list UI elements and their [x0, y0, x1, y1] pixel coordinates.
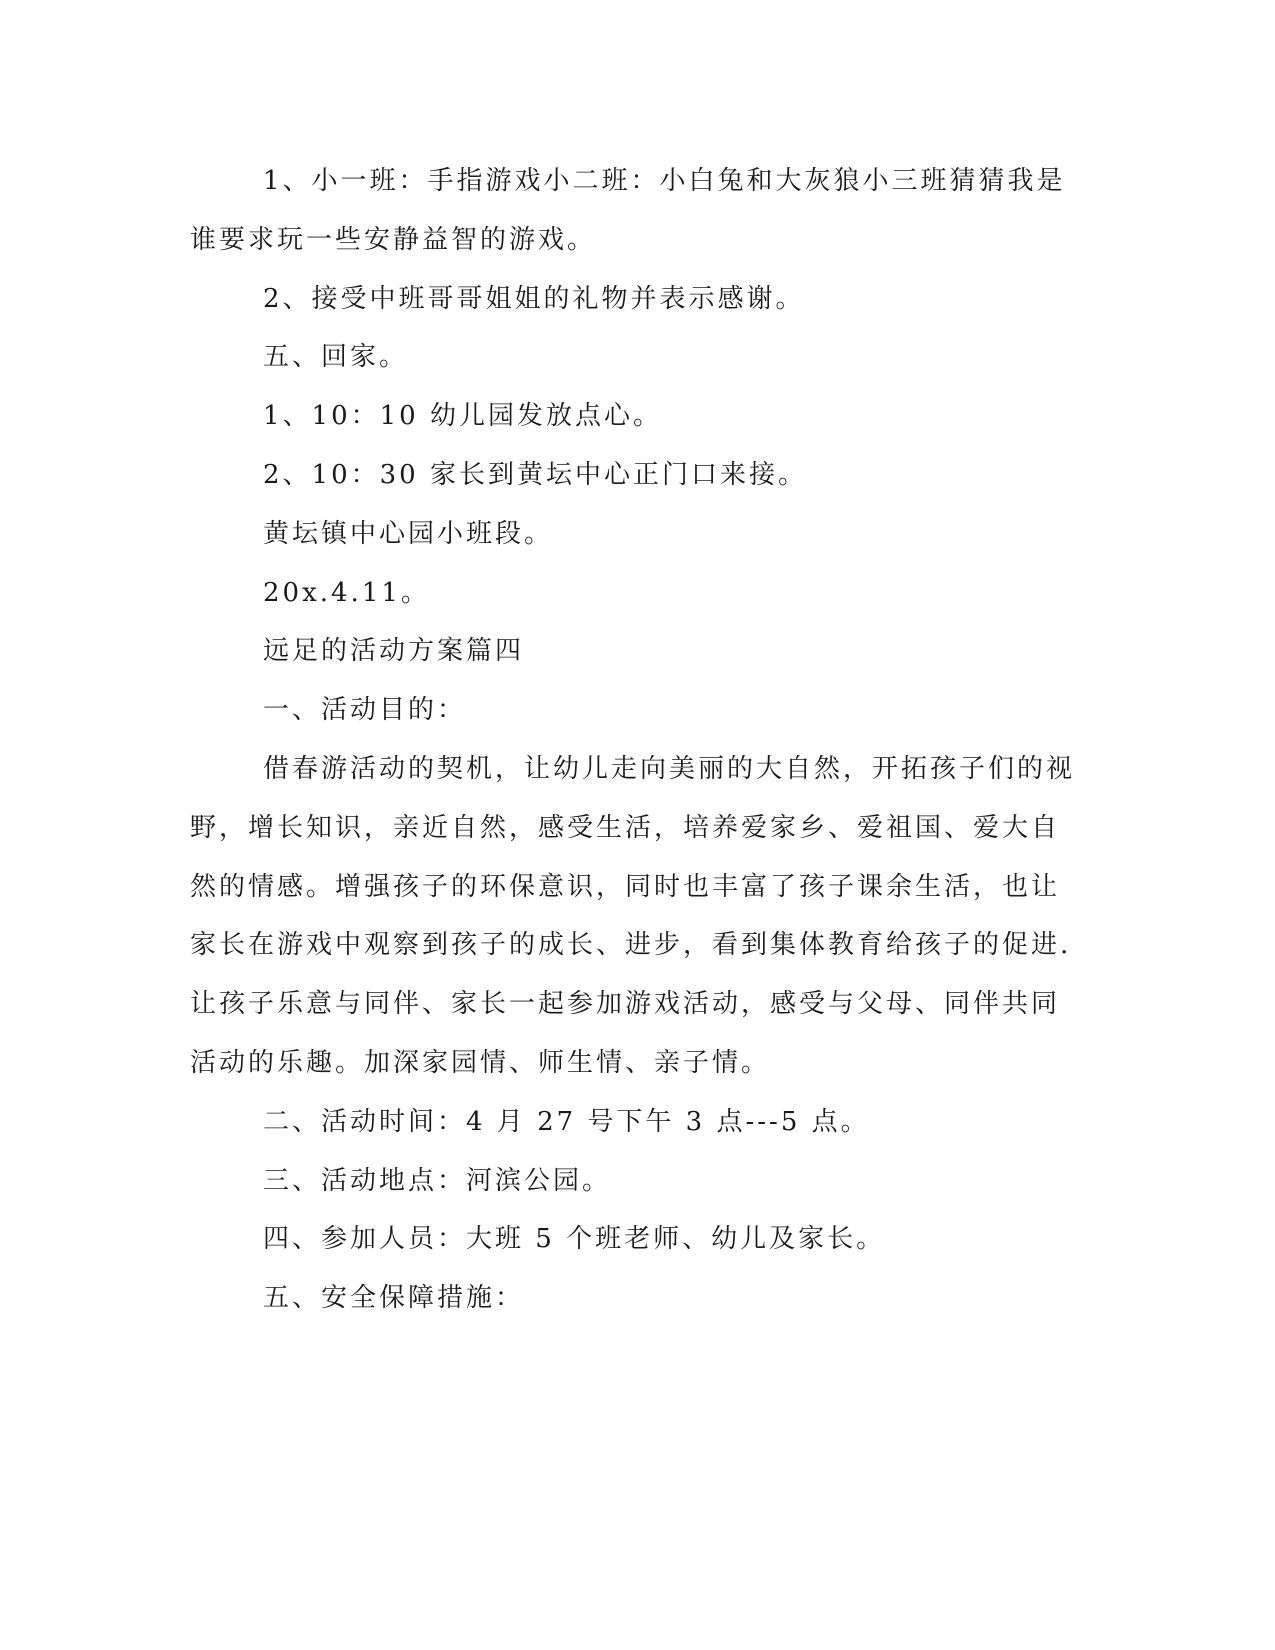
section-heading: 一、活动目的： [263, 695, 467, 725]
text-line: 野，增长知识，亲近自然，感受生活，培养爱家乡、爱祖国、爱大自 [190, 813, 1061, 843]
document-title: 远足的活动方案篇四 [263, 636, 525, 666]
text-line: 活动的乐趣。加深家园情、师生情、亲子情。 [190, 1048, 771, 1078]
section-heading: 二、活动时间：4 月 27 号下午 3 点---5 点。 [263, 1107, 870, 1137]
text-line: 然的情感。增强孩子的环保意识，同时也丰富了孩子课余生活，也让 [190, 872, 1061, 902]
section-heading: 三、活动地点：河滨公园。 [263, 1166, 612, 1196]
text-line: 家长在游戏中观察到孩子的成长、进步，看到集体教育给孩子的促进. [190, 930, 1072, 960]
text-line: 2、接受中班哥哥姐姐的礼物并表示感谢。 [263, 284, 805, 314]
signature-date: 20x.4.11。 [263, 578, 430, 608]
text-line: 1、小一班：手指游戏小二班：小白兔和大灰狼小三班猜猜我是 [263, 166, 1066, 196]
section-heading: 五、安全保障措施： [263, 1283, 525, 1313]
text-line: 谁要求玩一些安静益智的游戏。 [190, 225, 597, 255]
text-line: 1、10：10 幼儿园发放点心。 [263, 401, 662, 431]
section-heading: 四、参加人员：大班 5 个班老师、幼儿及家长。 [263, 1224, 886, 1254]
signature-org: 黄坛镇中心园小班段。 [263, 519, 554, 549]
text-line: 借春游活动的契机，让幼儿走向美丽的大自然，开拓孩子们的视 [263, 754, 1076, 784]
text-line: 让孩子乐意与同伴、家长一起参加游戏活动，感受与父母、同伴共同 [190, 989, 1061, 1019]
text-line: 2、10：30 家长到黄坛中心正门口来接。 [263, 460, 807, 490]
section-heading: 五、回家。 [263, 342, 409, 372]
